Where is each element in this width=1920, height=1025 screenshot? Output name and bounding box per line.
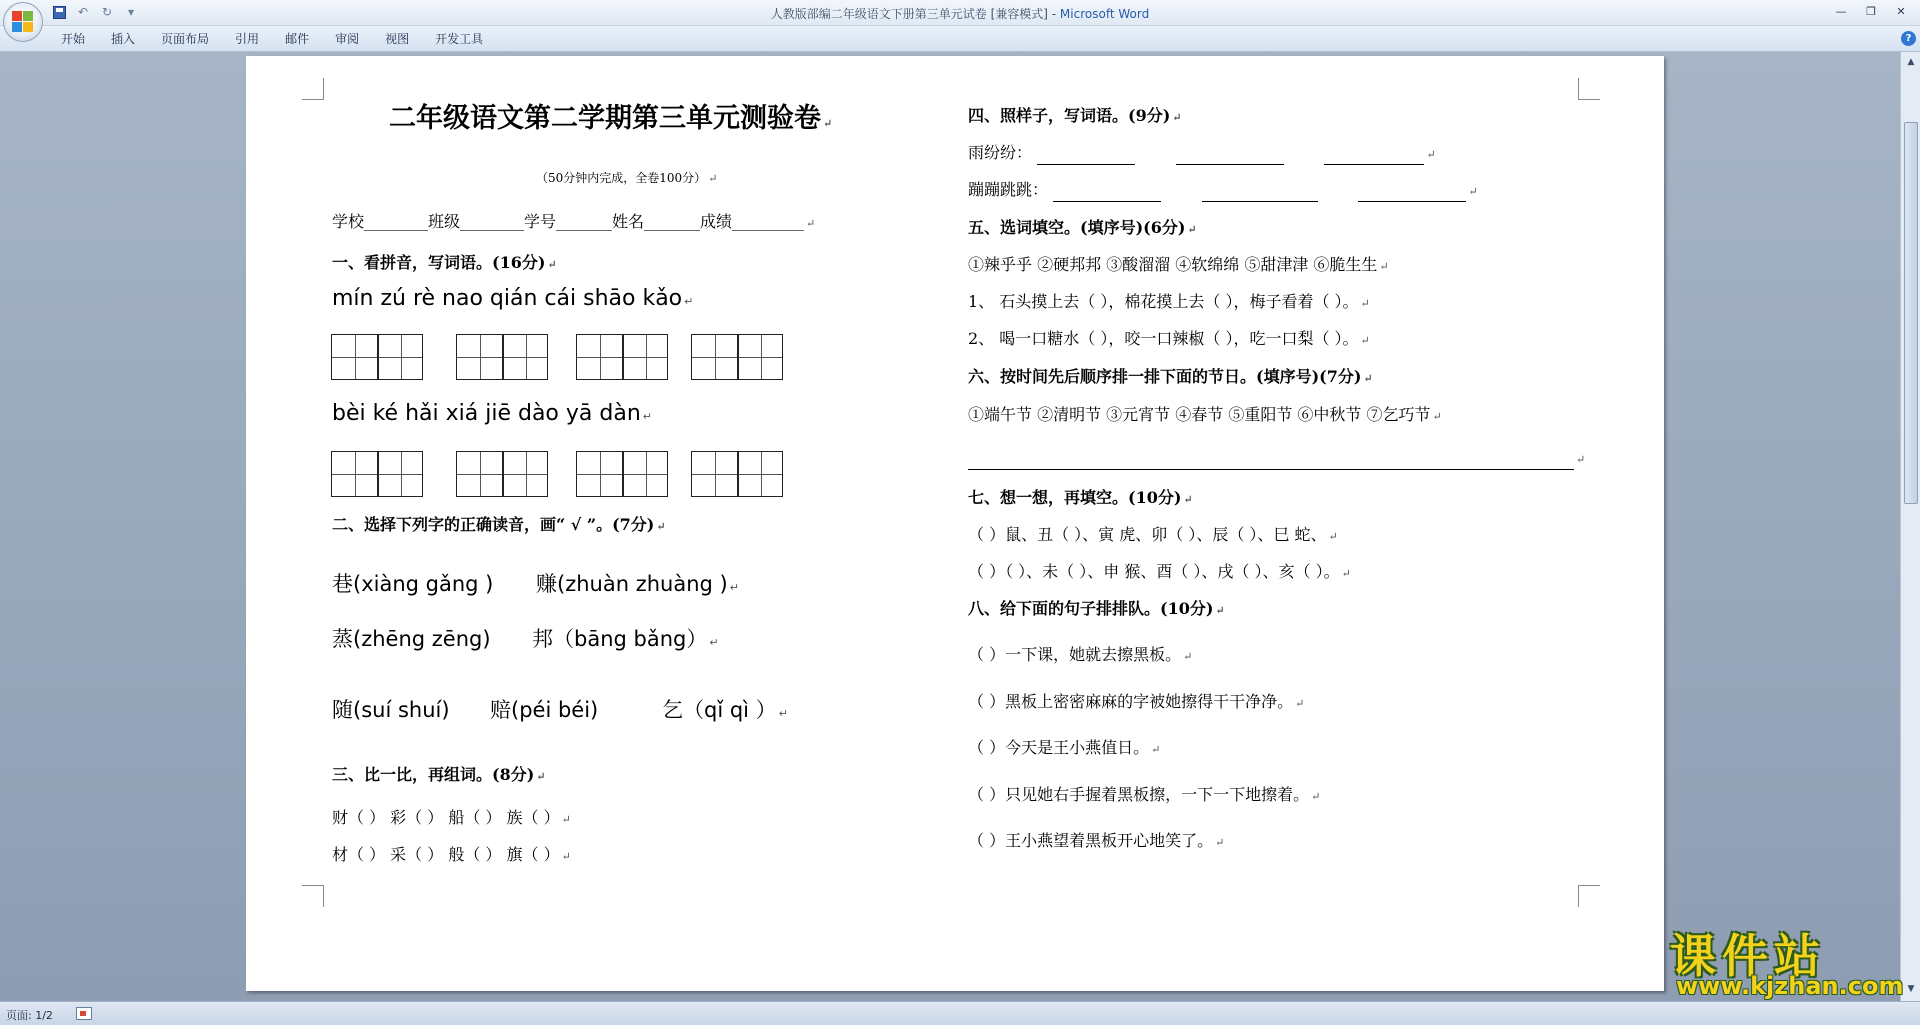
fill-question-2: 2、 喝一口糖水（ ），咬一口辣椒（ ），吃一口梨（ ）。 ↵: [968, 329, 1370, 348]
scroll-up-button[interactable]: ▲: [1907, 57, 1915, 67]
writing-box[interactable]: [576, 334, 668, 380]
writing-box[interactable]: [331, 451, 423, 497]
pinyin-row-1: mín zú rè nao qián cái shāo kǎo ↵: [332, 286, 694, 311]
title-bar: [0, 0, 1920, 26]
writing-box[interactable]: [576, 451, 668, 497]
document-subtitle: （50分钟内完成，全卷100分） ↵: [536, 171, 718, 185]
scrollbar-thumb[interactable]: [1904, 122, 1918, 504]
sentence-item: （ ）只见她右手握着黑板擦，一下一下地擦着。 ↵: [968, 785, 1321, 804]
scroll-down-button[interactable]: ▼: [1907, 984, 1915, 994]
section-4-header: 四、照样子，写词语。(9分) ↵: [968, 106, 1182, 125]
reading-item: 巷(xiàng gǎng ): [332, 572, 494, 596]
watermark-url: www.kjzhan.com: [1676, 972, 1904, 1000]
tab-home[interactable]: 开始: [61, 32, 86, 46]
save-icon: [53, 6, 66, 19]
section-8-header: 八、给下面的句子排排队。(10分) ↵: [968, 599, 1225, 618]
tab-page-layout[interactable]: 页面布局: [161, 32, 210, 46]
margin-corner-top-left: [302, 78, 324, 100]
tab-review[interactable]: 审阅: [335, 32, 360, 46]
restore-button[interactable]: ❐: [1866, 4, 1876, 18]
word-options: ①辣乎乎 ②硬邦邦 ③酸溜溜 ④软绵绵 ⑤甜津津 ⑥脆生生 ↵: [968, 255, 1389, 274]
window-title: [0, 5, 1920, 22]
close-button[interactable]: ✕: [1896, 4, 1906, 18]
writing-box[interactable]: [691, 451, 783, 497]
status-bar: [0, 1001, 1920, 1025]
quick-access-toolbar: [50, 4, 140, 20]
margin-corner-bottom-left: [302, 885, 324, 907]
help-icon[interactable]: ?: [1901, 31, 1916, 46]
writing-box[interactable]: [456, 451, 548, 497]
festival-answer-line: ↵: [968, 448, 1585, 470]
proofing-icon[interactable]: [76, 1007, 92, 1020]
zodiac-row-2: （ ）（ ）、未（ ）、申 猴、酉（ ）、戌（ ）、亥（ ）。 ↵: [968, 562, 1351, 581]
margin-corner-top-right: [1578, 78, 1600, 100]
watermark-logo: [1666, 920, 1904, 1001]
document-workspace: [0, 52, 1900, 1001]
section-7-header: 七、想一想，再填空。(10分) ↵: [968, 488, 1193, 507]
window-controls: [1828, 2, 1914, 20]
page-number-status[interactable]: 页面: 1/2: [6, 1009, 53, 1022]
tab-mailings[interactable]: 邮件: [285, 32, 310, 46]
festival-options: ①端午节 ②清明节 ③元宵节 ④春节 ⑤重阳节 ⑥中秋节 ⑦乞巧节 ↵: [968, 405, 1442, 424]
fill-question-1: 1、 石头摸上去（ ），棉花摸上去（ ），梅子看着（ ）。 ↵: [968, 292, 1370, 311]
pinyin-row-2: bèi ké hǎi xiá jiē dào yā dàn ↵: [332, 401, 652, 426]
reading-item: 赚(zhuàn zhuàng ) ↵: [536, 572, 739, 596]
undo-button[interactable]: ↶: [77, 5, 89, 19]
document-title: 人教版部编二年级语文下册第三单元试卷 [兼容模式] -: [770, 7, 1060, 21]
imitate-row-2: 蹦蹦跳跳： ↵: [968, 180, 1478, 202]
tab-references[interactable]: 引用: [235, 32, 260, 46]
ribbon-tab-bar: [0, 26, 1920, 52]
tab-view[interactable]: 视图: [385, 32, 410, 46]
tab-developer[interactable]: 开发工具: [435, 32, 484, 46]
sentence-item: （ ）一下课，她就去擦黑板。 ↵: [968, 645, 1193, 664]
section-5-header: 五、选词填空。(填序号)(6分) ↵: [968, 218, 1197, 237]
imitate-row-1: 雨纷纷： ↵: [968, 143, 1436, 165]
reading-item: 邦（bāng bǎng） ↵: [532, 627, 719, 651]
sentence-item: （ ）王小燕望着黑板开心地笑了。 ↵: [968, 831, 1225, 850]
tab-insert[interactable]: 插入: [111, 32, 136, 46]
watermark-title: 课件站: [1670, 929, 1826, 983]
ribbon-tabs: [48, 26, 496, 52]
office-button[interactable]: [3, 2, 43, 42]
save-button[interactable]: [50, 4, 68, 20]
sentence-item: （ ）今天是王小燕值日。 ↵: [968, 738, 1161, 757]
reading-item: 乞（qǐ qì ） ↵: [662, 698, 788, 722]
minimize-button[interactable]: —: [1835, 4, 1847, 18]
writing-box[interactable]: [331, 334, 423, 380]
compare-row-1: 财（ ） 彩（ ） 船（ ） 族（ ） ↵: [332, 808, 571, 827]
office-logo-icon: [12, 11, 34, 33]
document-title: 二年级语文第二学期第三单元测验卷 ↵: [389, 103, 833, 134]
vertical-scrollbar[interactable]: [1900, 52, 1920, 1001]
zodiac-row-1: （ ）鼠、丑（ ）、寅 虎、卯（ ）、辰（ ）、巳 蛇、 ↵: [968, 525, 1338, 544]
section-3-header: 三、比一比，再组词。(8分) ↵: [332, 765, 546, 784]
section-6-header: 六、按时间先后顺序排一排下面的节日。(填序号)(7分) ↵: [968, 367, 1373, 386]
info-line: 学校________班级________学号_______姓名_______成绩_________ ↵: [332, 212, 816, 231]
reading-item: 赔(péi béi): [490, 698, 599, 722]
reading-item: 蒸(zhēng zēng): [332, 627, 491, 651]
document-page[interactable]: [246, 56, 1664, 991]
writing-box[interactable]: [456, 334, 548, 380]
writing-box[interactable]: [691, 334, 783, 380]
sentence-item: （ ）黑板上密密麻麻的字被她擦得干干净净。 ↵: [968, 692, 1305, 711]
reading-item: 随(suí shuí): [332, 698, 450, 722]
section-1-header: 一、看拼音，写词语。(16分) ↵: [332, 253, 557, 272]
redo-button[interactable]: ↻: [101, 5, 113, 19]
compare-row-2: 材（ ） 采（ ） 般（ ） 旗（ ） ↵: [332, 845, 571, 864]
customize-qat-dropdown[interactable]: ▾: [127, 5, 135, 19]
section-2-header: 二、选择下列字的正确读音，画“ √ ”。(7分) ↵: [332, 515, 666, 534]
margin-corner-bottom-right: [1578, 885, 1600, 907]
app-name: Microsoft Word: [1059, 7, 1150, 21]
